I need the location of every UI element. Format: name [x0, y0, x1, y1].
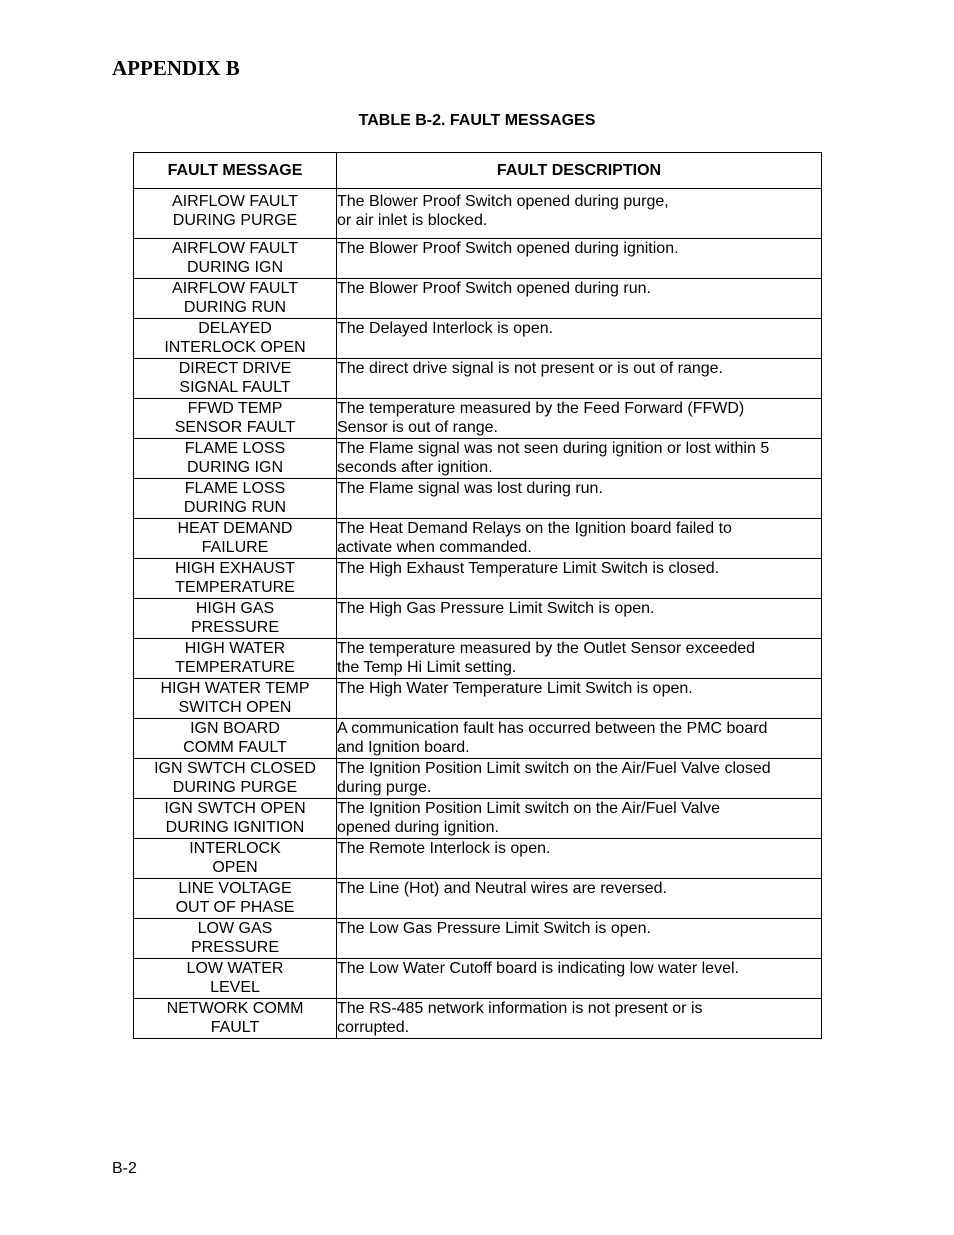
fault-message-line: FLAME LOSS: [184, 480, 286, 497]
fault-message-line: DURING RUN: [183, 499, 287, 516]
fault-description-line: The Flame signal was not seen during ignition or lost within 5: [337, 440, 770, 457]
fault-description-line: The Ignition Position Limit switch on the Air/Fuel Valve: [337, 800, 720, 817]
table-row: [134, 279, 822, 319]
fault-description-line: during purge.: [337, 779, 432, 796]
fault-message-line: HIGH WATER: [184, 640, 286, 657]
table-row: [134, 599, 822, 639]
fault-messages-table: [133, 152, 822, 1039]
fault-description-cell: [337, 679, 822, 719]
fault-message-line: COMM FAULT: [183, 739, 287, 756]
fault-message-line: NETWORK COMM: [166, 1000, 304, 1017]
fault-description-cell: [337, 879, 822, 919]
fault-message-line: HIGH GAS: [195, 600, 275, 617]
fault-message-cell: [134, 319, 337, 359]
fault-description-line: activate when commanded.: [337, 539, 532, 556]
fault-message-cell: [134, 559, 337, 599]
fault-description-cell: [337, 759, 822, 799]
fault-description-cell: [337, 479, 822, 519]
fault-message-line: DURING PURGE: [172, 212, 298, 229]
fault-description-cell: [337, 279, 822, 319]
fault-description-cell: [337, 519, 822, 559]
table-row: [134, 239, 822, 279]
fault-message-cell: [134, 879, 337, 919]
fault-description-cell: [337, 189, 822, 239]
fault-message-line: OPEN: [212, 859, 258, 876]
fault-message-line: DELAYED: [198, 320, 272, 337]
table-row: [134, 189, 822, 239]
fault-message-cell: [134, 919, 337, 959]
fault-description-line: A communication fault has occurred between the PMC board: [337, 720, 768, 737]
table-row: [134, 679, 822, 719]
fault-message-line: SWITCH OPEN: [178, 699, 292, 716]
fault-message-line: DURING PURGE: [172, 779, 298, 796]
fault-description-line: or air inlet is blocked.: [337, 212, 488, 229]
fault-message-cell: [134, 639, 337, 679]
fault-message-cell: [134, 359, 337, 399]
fault-description-line: The Heat Demand Relays on the Ignition board failed to: [337, 520, 732, 537]
table-title: TABLE B-2. FAULT MESSAGES: [358, 112, 596, 129]
fault-description-cell: [337, 999, 822, 1039]
fault-message-cell: [134, 999, 337, 1039]
table-row: [134, 439, 822, 479]
table-row: [134, 799, 822, 839]
fault-message-line: OUT OF PHASE: [175, 899, 295, 916]
fault-description-line: The Blower Proof Switch opened during run.: [337, 280, 651, 297]
fault-description-line: The Delayed Interlock is open.: [337, 320, 554, 337]
fault-message-line: TEMPERATURE: [175, 659, 295, 676]
fault-description-cell: [337, 239, 822, 279]
fault-description-cell: [337, 319, 822, 359]
fault-description-cell: [337, 639, 822, 679]
fault-description-line: The Ignition Position Limit switch on the Air/Fuel Valve closed: [337, 760, 771, 777]
fault-message-cell: [134, 959, 337, 999]
table-row: [134, 519, 822, 559]
fault-message-line: PRESSURE: [190, 619, 280, 636]
fault-description-line: The High Gas Pressure Limit Switch is open.: [337, 600, 655, 617]
column-header-fault-description: FAULT DESCRIPTION: [337, 153, 822, 189]
appendix-heading: APPENDIX B: [112, 56, 240, 80]
fault-message-line: IGN SWTCH OPEN: [164, 800, 306, 817]
fault-description-cell: [337, 839, 822, 879]
fault-description-line: the Temp Hi Limit setting.: [337, 659, 517, 676]
fault-description-line: The direct drive signal is not present or is out of range.: [337, 360, 723, 377]
fault-message-line: FFWD TEMP: [187, 400, 283, 417]
fault-message-line: DURING IGN: [187, 459, 283, 476]
table-row: [134, 719, 822, 759]
fault-message-cell: [134, 719, 337, 759]
fault-message-cell: [134, 799, 337, 839]
table-body: [134, 189, 822, 1039]
fault-message-line: AIRFLOW FAULT: [172, 280, 298, 297]
fault-message-line: LOW WATER: [186, 960, 284, 977]
fault-description-line: seconds after ignition.: [337, 459, 493, 476]
table-row: [134, 959, 822, 999]
table-row: [134, 479, 822, 519]
fault-message-line: SENSOR FAULT: [174, 419, 296, 436]
fault-message-line: AIRFLOW FAULT: [172, 240, 298, 257]
fault-message-cell: [134, 839, 337, 879]
fault-message-line: HEAT DEMAND: [177, 520, 293, 537]
fault-message-line: INTERLOCK OPEN: [164, 339, 306, 356]
fault-message-line: AIRFLOW FAULT: [172, 193, 298, 210]
table-row: [134, 359, 822, 399]
fault-message-cell: [134, 239, 337, 279]
fault-message-line: FAULT: [210, 1019, 260, 1036]
table-row: [134, 999, 822, 1039]
fault-description-cell: [337, 599, 822, 639]
fault-message-line: DURING RUN: [183, 299, 287, 316]
table-header-row: [134, 153, 822, 189]
table-row: [134, 879, 822, 919]
fault-description-line: The temperature measured by the Outlet Sensor exceeded: [337, 640, 756, 657]
fault-description-line: The Line (Hot) and Neutral wires are reversed.: [337, 880, 667, 897]
fault-message-cell: [134, 479, 337, 519]
fault-message-line: DURING IGNITION: [165, 819, 305, 836]
page-number: B-2: [112, 1160, 137, 1177]
fault-description-line: The Blower Proof Switch opened during purge,: [337, 193, 669, 210]
fault-message-line: LOW GAS: [197, 920, 273, 937]
fault-message-line: HIGH EXHAUST: [174, 560, 295, 577]
column-header-fault-message: FAULT MESSAGE: [134, 153, 337, 189]
fault-message-line: TEMPERATURE: [175, 579, 295, 596]
fault-description-line: The temperature measured by the Feed Forward (FFWD): [337, 400, 745, 417]
fault-description-cell: [337, 439, 822, 479]
fault-message-line: PRESSURE: [190, 939, 280, 956]
fault-message-cell: [134, 399, 337, 439]
fault-description-line: The Blower Proof Switch opened during ignition.: [337, 240, 679, 257]
fault-description-cell: [337, 359, 822, 399]
fault-description-cell: [337, 399, 822, 439]
fault-message-line: LINE VOLTAGE: [178, 880, 292, 897]
fault-message-line: IGN BOARD: [190, 720, 280, 737]
fault-message-cell: [134, 759, 337, 799]
fault-description-line: corrupted.: [337, 1019, 410, 1036]
fault-message-line: LEVEL: [210, 979, 260, 996]
fault-description-cell: [337, 959, 822, 999]
fault-message-line: FAILURE: [201, 539, 269, 556]
fault-description-line: and Ignition board.: [337, 739, 470, 756]
fault-message-line: FLAME LOSS: [184, 440, 286, 457]
fault-message-line: SIGNAL FAULT: [179, 379, 291, 396]
fault-message-cell: [134, 439, 337, 479]
fault-description-cell: [337, 799, 822, 839]
table-row: [134, 559, 822, 599]
fault-description-line: Sensor is out of range.: [337, 419, 498, 436]
fault-description-cell: [337, 559, 822, 599]
fault-message-cell: [134, 599, 337, 639]
table-row: [134, 319, 822, 359]
fault-message-line: IGN SWTCH CLOSED: [154, 760, 316, 777]
fault-message-cell: [134, 189, 337, 239]
fault-description-line: The High Water Temperature Limit Switch is open.: [337, 680, 693, 697]
table-row: [134, 399, 822, 439]
fault-message-line: HIGH WATER TEMP: [160, 680, 310, 697]
table-row: [134, 759, 822, 799]
fault-message-cell: [134, 679, 337, 719]
table-row: [134, 839, 822, 879]
fault-description-line: The RS-485 network information is not present or is: [337, 1000, 703, 1017]
fault-description-line: The Low Water Cutoff board is indicating low water level.: [337, 960, 739, 977]
table-row: [134, 919, 822, 959]
fault-description-line: The Flame signal was lost during run.: [337, 480, 603, 497]
table-row: [134, 639, 822, 679]
fault-description-line: The High Exhaust Temperature Limit Switch is closed.: [337, 560, 720, 577]
fault-message-cell: [134, 519, 337, 559]
fault-description-cell: [337, 719, 822, 759]
fault-description-line: The Remote Interlock is open.: [337, 840, 551, 857]
fault-description-cell: [337, 919, 822, 959]
fault-description-line: The Low Gas Pressure Limit Switch is open.: [337, 920, 651, 937]
fault-message-line: INTERLOCK: [189, 840, 281, 857]
fault-message-line: DURING IGN: [187, 259, 283, 276]
fault-message-cell: [134, 279, 337, 319]
fault-description-line: opened during ignition.: [337, 819, 499, 836]
fault-message-line: DIRECT DRIVE: [178, 360, 292, 377]
